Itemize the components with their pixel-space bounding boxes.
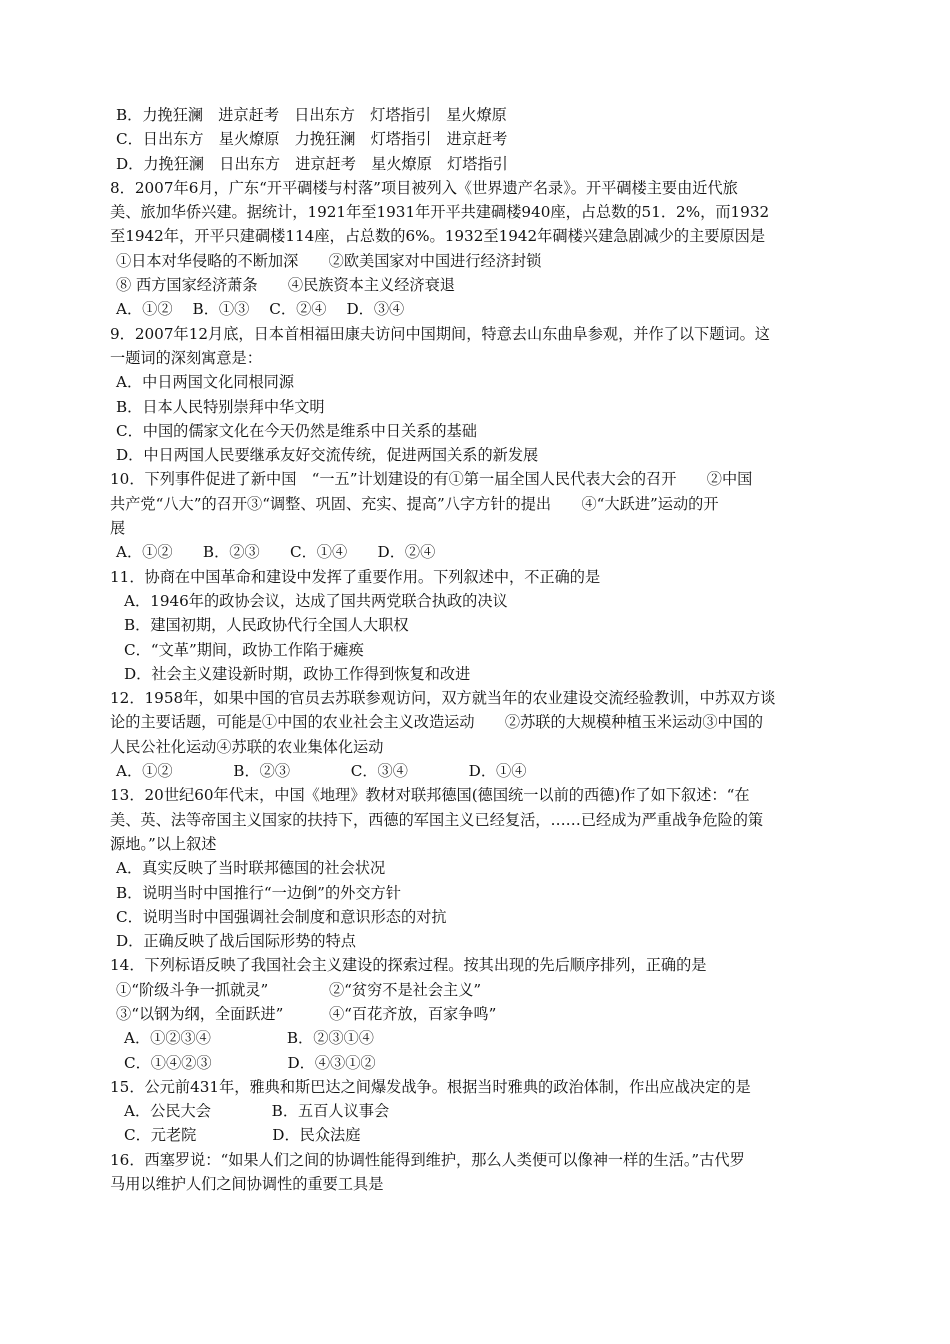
exam-page (110, 103, 840, 1196)
text-line: C．说明当时中国强调社会制度和意识形态的对抗 (116, 907, 447, 926)
text-line: C．“文革”期间，政协工作陷于瘫痪 (124, 640, 364, 659)
text-line: 13．20世纪60年代末，中国《地理》教材对联邦德国(德国统一以前的西德)作了如下叙述：“在 (110, 786, 750, 805)
text-line: 美、英、法等帝国主义国家的扶持下，西德的军国主义已经复活，……已经成为严重战争危险的策 (110, 810, 764, 829)
text-line: A．中日两国文化同根同源 (116, 373, 295, 392)
text-line: 人民公社化运动④苏联的农业集体化运动 (110, 737, 384, 756)
text-line: A．①② B．①③ C．②④ D．③④ (116, 300, 405, 319)
text-line: 10．下列事件促进了新中国 “一五”计划建设的有①第一届全国人民代表大会的召开 ②中国 (110, 470, 753, 489)
text-line: C．①④②③ D．④③①② (124, 1053, 376, 1072)
text-line: 源地。”以上叙述 (110, 834, 217, 853)
text-line: 论的主要话题，可能是①中国的农业社会主义改造运动 ②苏联的大规模种植玉米运动③中国的 (110, 713, 764, 732)
text-line: C．元老院 D．民众法庭 (124, 1126, 361, 1145)
text-line: 11．协商在中国革命和建设中发挥了重要作用。下列叙述中，不正确的是 (110, 565, 840, 589)
text-line: B．建国初期，人民政协代行全国人大职权 (124, 616, 409, 635)
text-line: 8．2007年6月，广东“开平碉楼与村落”项目被列入《世界遗产名录》。开平碉楼主要由近代旅 (110, 178, 738, 197)
text-line: D．力挽狂澜 日出东方 进京赶考 星火燎原 灯塔指引 (116, 154, 508, 173)
text-line: C．日出东方 星火燎原 力挽狂澜 灯塔指引 进京赶考 (116, 130, 508, 149)
text-line: A．公民大会 B．五百人议事会 (124, 1102, 390, 1121)
text-line: 马用以维护人们之间协调性的重要工具是 (110, 1175, 384, 1194)
text-line: 15．公元前431年，雅典和斯巴达之间爆发战争。根据当时雅典的政治体制，作出应战决定的是 (110, 1077, 751, 1096)
text-line: D．正确反映了战后国际形势的特点 (116, 932, 356, 951)
text-line: 共产党“八大”的召开③“调整、巩固、充实、提高”八字方针的提出 ④“大跃进”运动的开 (110, 494, 719, 513)
text-line: D．中日两国人民要继承友好交流传统，促进两国关系的新发展 (116, 446, 539, 465)
text-line: A．1946年的政协会议，达成了国共两党联合执政的决议 (124, 591, 508, 610)
text-line: 14．下列标语反映了我国社会主义建设的探索过程。按其出现的先后顺序排列，正确的是 (110, 956, 707, 975)
text-line: C．中国的儒家文化在今天仍然是维系中日关系的基础 (116, 421, 477, 440)
text-line: ①“阶级斗争一抓就灵” ②“贫穷不是社会主义” (116, 980, 482, 999)
text-line: ③“以钢为纲，全面跃进” ④“百花齐放，百家争鸣” (116, 1004, 497, 1023)
text-line: 16．西塞罗说：“如果人们之间的协调性能得到维护，那么人类便可以像神一样的生活。”古代罗 (110, 1150, 745, 1169)
text-line: ①日本对华侵略的不断加深 ②欧美国家对中国进行经济封锁 (116, 251, 542, 270)
emphasis-mark: 正 (539, 567, 555, 586)
text-line: 至1942年，开平只建碉楼114座，占总数的6%。1932至1942年碉楼兴建急剧减少的主要原因是 (110, 227, 766, 246)
text-line: A．①② B．②③ C．③④ D．①④ (116, 762, 527, 781)
text-line: A．①② B．②③ C．①④ D．②④ (116, 543, 436, 562)
text-line: 9．2007年12月底，日本首相福田康夫访问中国期间，特意去山东曲阜参观，并作了以下题词。这 (110, 324, 770, 343)
text-line: A．真实反映了当时联邦德国的社会状况 (116, 859, 386, 878)
text-line: 展 (110, 519, 126, 538)
text-line: B．力挽狂澜 进京赶考 日出东方 灯塔指引 星火燎原 (116, 106, 507, 124)
text-line: 一题词的深刻寓意是： (110, 348, 262, 367)
text-line: ⑧ 西方国家经济萧条 ④民族资本主义经济衰退 (116, 276, 455, 295)
text-line: B．日本人民特别崇拜中华文明 (116, 397, 325, 416)
text-line: 12．1958年，如果中国的官员去苏联参观访问，双方就当年的农业建设交流经验教训，中苏双方谈 (110, 689, 776, 708)
emphasis-mark: 不 (524, 567, 540, 586)
text-line: B．说明当时中国推行“一边倒”的外交方针 (116, 883, 401, 902)
text-line: A．①②③④ B．②③①④ (124, 1029, 374, 1048)
text-line: 美、旅加华侨兴建。据统计，1921年至1931年开平共建碉楼940座，占总数的51．2%，而1932 (110, 203, 770, 222)
text-line: D．社会主义建设新时期，政协工作得到恢复和改进 (124, 664, 471, 683)
